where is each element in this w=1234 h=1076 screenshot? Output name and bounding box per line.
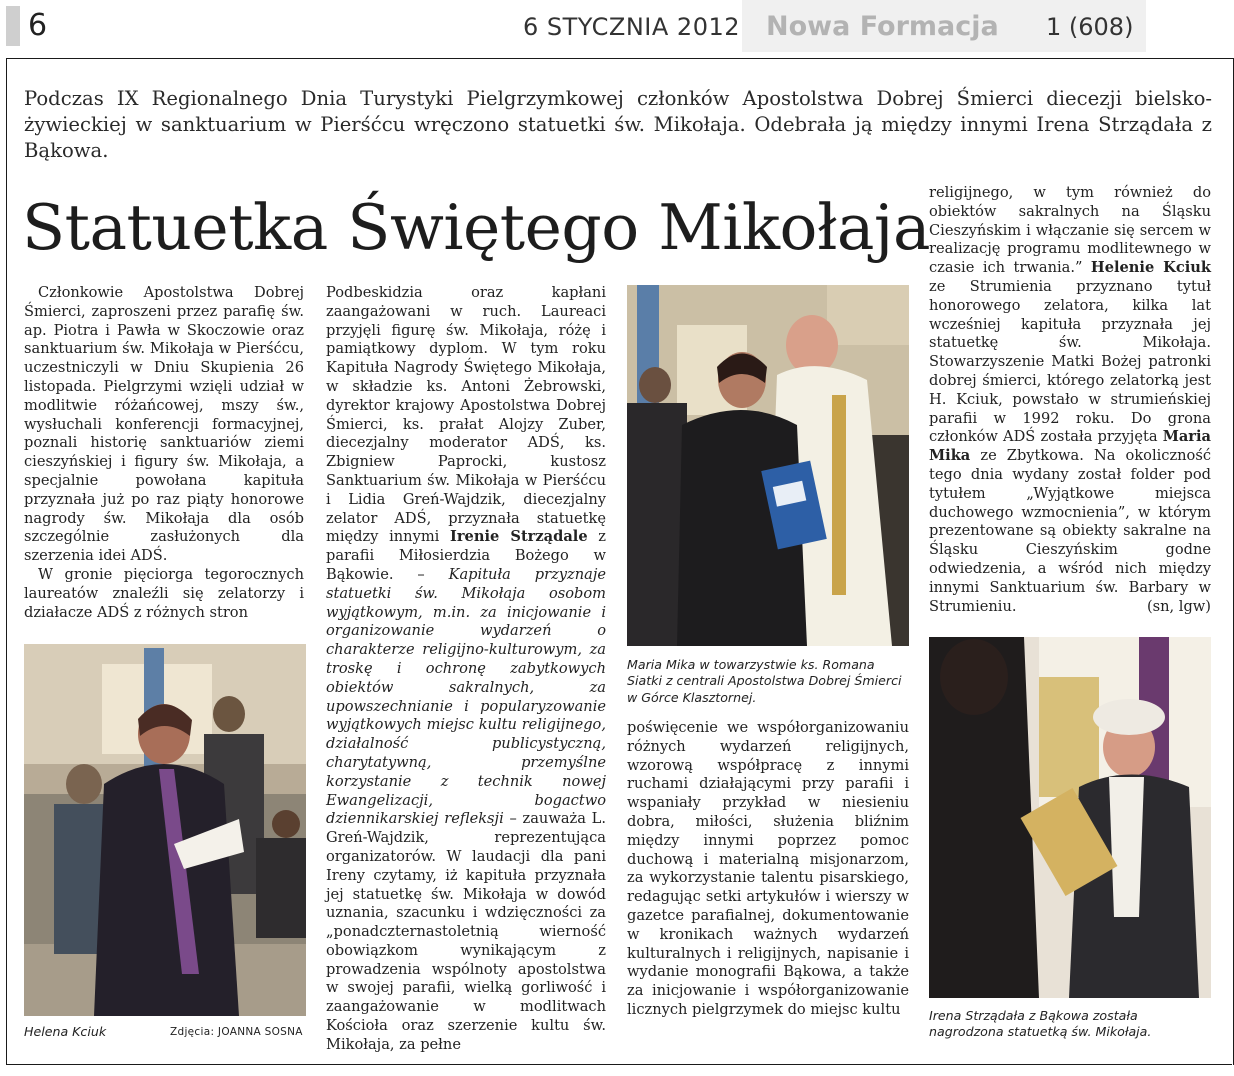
photo-credit: Zdjęcia: JOANNA SOSNA — [170, 1026, 303, 1038]
article-column-1 — [24, 284, 304, 622]
paragraph: W gronie pięciorga tegorocznych laureatów znaleźli się zelatorzy i działacze ADŚ z różnych stron — [24, 565, 304, 621]
issue-date: 6 STYCZNIA 2012 — [523, 13, 740, 41]
page-header — [0, 0, 1234, 58]
photo-irena-strzadala — [929, 637, 1211, 998]
bold-name: Irenie Strządale — [450, 528, 588, 546]
article-column-4 — [929, 184, 1211, 616]
photo-caption-middle: Maria Mika w towarzystwie ks. Romana Siatki z centrali Apostolstwa Dobrej Śmierci w Górce Klasztornej. — [627, 657, 902, 705]
article-column-2 — [326, 284, 606, 1055]
masthead-title: Nowa Formacja — [766, 11, 999, 42]
article-headline: Statuetka Świętego Mikołaja — [22, 191, 931, 264]
article-lead: Podczas IX Regionalnego Dnia Turystyki Pielgrzymkowej członków Apostolstwa Dobrej Śmierci diecezji bielsko-żywieckiej w sanktuarium w Pierśćcu wręczono statuetki św. Mikołaja. Odebrała ją między innymi Irena Strządała z Bąkowa. — [24, 87, 1212, 162]
page-number-bar — [6, 6, 20, 46]
paragraph: religijnego, w tym również do obiektów sakralnych na Śląsku Cieszyńskim i włączanie się sercem w realizację programu modlitewnego w czasie ich trwania.” Helenie Kciuk ze Strumienia przyznano tytuł honorowego zelatora, kilka lat wcześniej kapituła przyznała jej statuetkę św. Mikołaja. Stowarzyszenie Matki Bożej patronki dobrej śmierci, którego zelatorką jest H. Kciuk, powstało w strumieńskiej parafii w 1992 roku. Do grona członków ADŚ została przyjęta Maria Mika ze Zbytkowa. Na okoliczność tego dnia wydany został folder pod tytułem „Wyjątkowe miejsca duchowego wzmocnienia”, w którym prezentowane są obiekty sakralne na Śląsku Cieszyńskim godne odwiedzenia, a wśród nich między innymi Sanktuarium św. Barbary w Strumieniu. (sn, lgw) — [929, 184, 1211, 615]
photo-helena-kciuk — [24, 644, 306, 1016]
photo-maria-mika — [627, 285, 909, 646]
author-signature: (sn, lgw) — [1146, 597, 1211, 615]
page-number: 6 — [28, 8, 48, 43]
issue-number: 1 (608) — [1046, 13, 1134, 41]
photo-caption-right: Irena Strządała z Bąkowa została nagrodzona statuetką św. Mikołaja. — [929, 1008, 1152, 1040]
bottom-rule — [6, 1064, 1232, 1065]
paragraph: Podbeskidzia oraz kapłani zaangażowani w ruch. Laureaci przyjęli figurę św. Mikołaja, różę i pamiątkowy dyplom. W tym roku Kapituła Nagrody Świętego Mikołaja, w składzie ks. Antoni Żebrowski, dyrektor krajowy Apostolstwa Dobrej Śmierci, ks. prałat Alojzy Zuber, diecezjalny moderator ADŚ, ks. Zbigniew Paprocki, kustosz Sanktuarium św. Mikołaja w Pierśćcu i Lidia Greń-Wajdzik, diecezjalny zelator ADŚ, przyznała statuetkę między innymi Irenie Strządale z parafii Miłosierdzia Bożego w Bąkowie. – Kapituła przyznaje statuetki św. Mikołaja osobom wyjątkowym, m.in. za inicjowanie i organizowanie wydarzeń o charakterze religijno-kulturowym, za troskę i ochronę zabytkowych obiektów sakralnych, za upowszechnianie i popularyzowanie wyjątkowych miejsc kultu religijnego, działalność publicystyczną, charytatywną, przemyślne korzystanie z technik nowej Ewangelizacji, bogactwo dziennikarskiej refleksji – zauważa L. Greń-Wajdzik, reprezentująca organizatorów. W laudacji dla pani Ireny czytamy, iż kapituła przyznała jej statuetkę św. Mikołaja w dowód uznania, szacunku i wdzięczności za „ponadczternastoletnią wierność obowiązkom wynikającym z prowadzenia wspólnoty apostolstwa w swojej parafii, wielką gorliwość i zaangażowanie w modlitwach Kościoła oraz szerzenie kultu św. Mikołaja, za pełne — [326, 284, 606, 1053]
article-column-3 — [627, 719, 909, 1020]
photo-caption-left: Helena Kciuk — [24, 1024, 107, 1039]
paragraph: Członkowie Apostolstwa Dobrej Śmierci, zaproszeni przez parafię św. ap. Piotra i Pawła w Skoczowie oraz sanktuarium św. Mikołaja w Pierśćcu, uczestniczyli w Dniu Skupienia 26 listopada. Pielgrzymi wzięli udział w modlitwie różańcowej, mszy św., wysłuchali konferencji formacyjnej, poznali historię sanktuariów ziemi cieszyńskiej i figury św. Mikołaja, a specjalnie powołana kapituła przyznała już po raz piąty honorowe nagrody św. Mikołaja dla osób szczególnie zasłużonych dla szerzenia idei ADŚ. — [24, 284, 304, 565]
bold-name: Maria Mika — [929, 428, 1211, 465]
quote-italic: Kapituła przyznaje statuetki św. Mikołaja osobom wyjątkowym, m.in. za inicjowanie i organizowanie wydarzeń o charakterze religijno-kulturowym, za troskę i ochronę zabytkowych obiektów sakralnych, za upowszechnianie i popularyzowanie wyjątkowych miejsc kultu religijnego, działalność publicystyczną, charytatywną, przemyślne korzystanie z technik nowej Ewangelizacji, bogactwo dziennikarskiej refleksji — [326, 565, 606, 828]
paragraph: poświęcenie we współorganizowaniu różnych wydarzeń religijnych, wzorową współpracę z innymi ruchami działającymi przy parafii i wspaniały przykład w niesieniu dobra, miłości, służenia bliźnim między innymi poprzez pomoc duchową i materialną misjonarzom, za wykorzystanie talentu pisarskiego, redagując setki artykułów i wierszy w gazetce parafialnej, dokumentowanie w kronikach ważnych wydarzeń kulturalnych i religijnych, napisanie i wydanie monografii Bąkowa, a także za inicjowanie i współorganizowanie licznych pielgrzymek do miejsc kultu — [627, 719, 909, 1018]
bold-name: Helenie Kciuk — [1090, 259, 1211, 277]
